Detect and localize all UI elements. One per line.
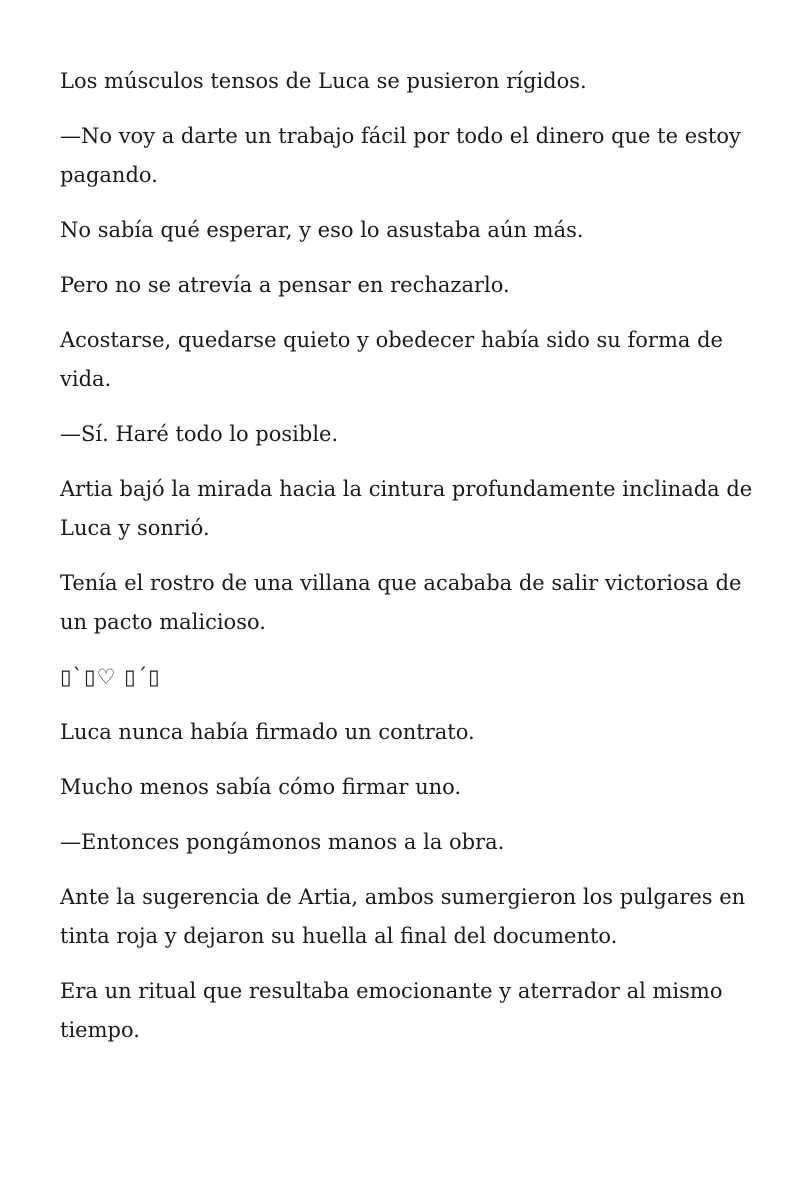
- paragraph-12: Ante la sugerencia de Artia, ambos sumergieron los pulgares en tinta roja y dejaron su huella al final del documento.: [60, 885, 746, 948]
- paragraph-6: —Sí. Haré todo lo posible.: [60, 422, 339, 446]
- paragraph-8: Tenía el rostro de una villana que acababa de salir victoriosa de un pacto malicioso.: [60, 571, 742, 634]
- paragraph-3: No sabía qué esperar, y eso lo asustaba aún más.: [60, 218, 584, 242]
- paragraph-2: —No voy a darte un trabajo fácil por todo el dinero que te estoy pagando.: [60, 124, 741, 187]
- paragraph-9: Luca nunca había firmado un contrato.: [60, 720, 475, 744]
- paragraph-13: Era un ritual que resultaba emocionante y aterrador al mismo tiempo.: [60, 979, 723, 1042]
- paragraph-4: Pero no se atrevía a pensar en rechazarlo.: [60, 273, 510, 297]
- reader-page: [60, 62, 760, 1066]
- paragraph-10: Mucho menos sabía cómo firmar uno.: [60, 775, 462, 799]
- paragraph-5: Acostarse, quedarse quieto y obedecer había sido su forma de vida.: [60, 328, 723, 391]
- scene-break-ornament: ▯`▯♡ ▯´▯: [60, 665, 161, 689]
- paragraph-11: —Entonces pongámonos manos a la obra.: [60, 830, 505, 854]
- paragraph-1: Los músculos tensos de Luca se pusieron rígidos.: [60, 69, 587, 93]
- paragraph-7: Artia bajó la mirada hacia la cintura profundamente inclinada de Luca y sonrió.: [60, 477, 753, 540]
